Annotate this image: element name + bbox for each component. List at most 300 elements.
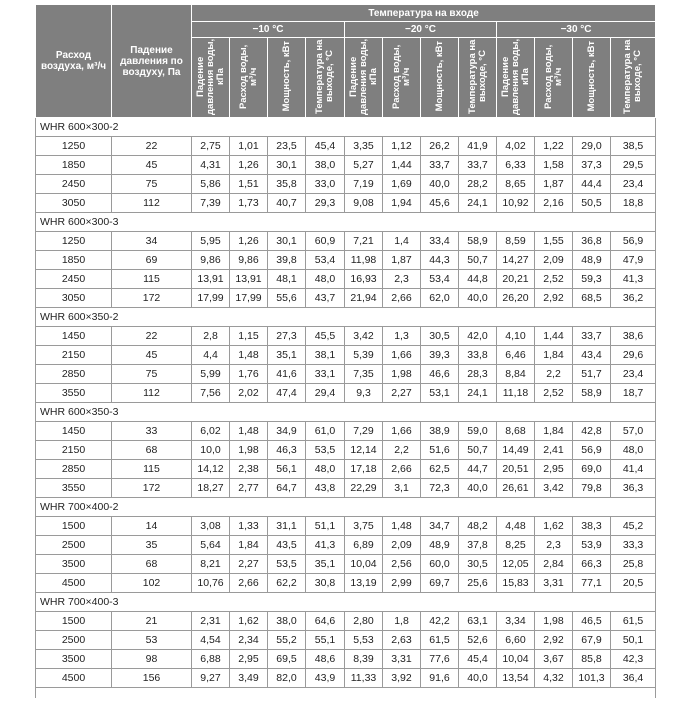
table-cell: 7,56 [192,384,230,403]
table-cell: 55,1 [306,631,345,650]
table-cell: 13,19 [345,574,383,593]
table-cell: 53,4 [306,251,345,270]
table-cell: 33,4 [421,232,459,251]
table-cell: 1,84 [535,422,573,441]
table-cell: 1,51 [230,175,268,194]
table-cell: 72,3 [421,479,459,498]
table-cell: 112 [112,194,192,213]
table-cell: 6,60 [497,631,535,650]
table-cell: 1,66 [383,422,421,441]
table-row [36,441,656,460]
table-cell: 8,59 [497,232,535,251]
table-cell: 24,1 [459,194,497,213]
model-row [36,308,656,327]
table-row [36,251,656,270]
table-cell: 6,46 [497,346,535,365]
table-cell: 1,69 [383,175,421,194]
table-cell: 1,87 [535,175,573,194]
table-cell: 33,0 [306,175,345,194]
table-cell: 1500 [36,517,112,536]
table-cell: 2,2 [383,441,421,460]
table-cell: 52,6 [459,631,497,650]
table-cell: 9,08 [345,194,383,213]
table-cell: 14,49 [497,441,535,460]
header-water-flow-3 [535,38,573,118]
table-cell: 53,9 [573,536,611,555]
table-cell: 62,0 [421,289,459,308]
table-cell: 53,4 [421,270,459,289]
table-cell: 7,29 [345,422,383,441]
table-row [36,479,656,498]
table-cell: 3550 [36,479,112,498]
table-cell: 1,01 [230,137,268,156]
table-cell: 3,31 [383,650,421,669]
table-cell: 1,4 [383,232,421,251]
table-cell: 15,83 [497,574,535,593]
table-cell: 9,86 [192,251,230,270]
table-cell: 62,2 [268,574,306,593]
table-cell: 8,21 [192,555,230,574]
table-cell: 42,2 [421,612,459,631]
table-cell: 8,65 [497,175,535,194]
table-cell: 5,86 [192,175,230,194]
table-cell: 3,75 [345,517,383,536]
table-cell: 2,92 [535,289,573,308]
table-cell: 3,92 [383,669,421,688]
table-cell: 41,9 [459,137,497,156]
table-cell: 51,7 [573,365,611,384]
table-row [36,574,656,593]
header-outlet-temp-3 [611,38,656,118]
table-cell: 18,8 [611,194,656,213]
table-cell: 85,8 [573,650,611,669]
table-cell: 16,93 [345,270,383,289]
table-cell: 2,31 [192,612,230,631]
table-cell: 1,22 [535,137,573,156]
table-row [36,194,656,213]
table-cell: 63,1 [459,612,497,631]
header-airflow: Расход воздуха, м³/ч [36,5,112,118]
table-cell: 34,9 [268,422,306,441]
table-cell: 115 [112,270,192,289]
table-cell: 20,5 [611,574,656,593]
table-cell: 45 [112,156,192,175]
table-cell: 45,4 [306,137,345,156]
header-subcolumn-label: Мощность, кВт [585,40,597,112]
table-cell: 1,62 [535,517,573,536]
table-cell: 41,3 [306,536,345,555]
table-cell: 51,1 [306,517,345,536]
table-cell: 2,99 [383,574,421,593]
table-row [36,232,656,251]
header-water-pressure-drop-1 [192,38,230,118]
table-cell: 30,5 [421,327,459,346]
header-water-pressure-drop-3 [497,38,535,118]
table-cell: 25,6 [459,574,497,593]
table-cell: 33,1 [306,365,345,384]
table-cell: 2,27 [383,384,421,403]
table-cell: 1,98 [383,365,421,384]
header-outlet-temp-2 [459,38,497,118]
table-cell: 41,6 [268,365,306,384]
header-subcolumn-label: Мощность, кВт [280,40,292,112]
table-cell: 2850 [36,460,112,479]
table-cell: 10,92 [497,194,535,213]
table-cell: 2,95 [230,650,268,669]
table-row [36,422,656,441]
table-cell: 48,0 [306,270,345,289]
table-cell: 4,4 [192,346,230,365]
table-cell: 4,32 [535,669,573,688]
table-cell: 50,7 [459,441,497,460]
table-cell: 3050 [36,289,112,308]
table-cell: 91,6 [421,669,459,688]
table-cell: 2,09 [383,536,421,555]
table-cell: 10,04 [497,650,535,669]
table-cell: 5,39 [345,346,383,365]
table-cell: 2,41 [535,441,573,460]
table-cell: 1500 [36,612,112,631]
header-subcolumn-label: Температура на выходе, °C [466,38,488,114]
table-cell: 3,1 [383,479,421,498]
table-cell: 45 [112,346,192,365]
table-cell: 1,48 [383,517,421,536]
header-outlet-temp-1 [306,38,345,118]
table-cell: 2450 [36,175,112,194]
table-body [36,118,656,699]
table-cell: 51,6 [421,441,459,460]
table-cell: 66,3 [573,555,611,574]
table-cell: 3,31 [535,574,573,593]
table-cell: 36,8 [573,232,611,251]
table-cell: 1,48 [230,346,268,365]
table-cell: 43,4 [573,346,611,365]
table-cell: 67,9 [573,631,611,650]
table-cell: 2,66 [383,289,421,308]
table-cell: 6,33 [497,156,535,175]
table-cell: 29,5 [611,156,656,175]
table-cell: 2,3 [535,536,573,555]
table-cell: 40,0 [421,175,459,194]
table-cell: 59,0 [459,422,497,441]
table-cell: 5,99 [192,365,230,384]
table-cell: 7,39 [192,194,230,213]
table-cell: 2,2 [535,365,573,384]
table-cell: 1,44 [383,156,421,175]
model-name: WHR 700×400-2 [36,498,656,517]
table-cell: 4500 [36,669,112,688]
table-cell: 45,2 [611,517,656,536]
table-cell: 48,0 [306,460,345,479]
table-cell: 3,35 [345,137,383,156]
table-cell: 43,5 [268,536,306,555]
header-subcolumn-label: Расход воды, м³/ч [542,43,564,109]
table-cell: 18,7 [611,384,656,403]
table-cell: 10,04 [345,555,383,574]
header-subcolumn-label: Расход воды, м³/ч [237,43,259,109]
table-cell: 1,62 [230,612,268,631]
model-name: WHR 600×300-3 [36,213,656,232]
table-cell: 8,68 [497,422,535,441]
table-cell: 3,34 [497,612,535,631]
table-cell: 37,8 [459,536,497,555]
model-row [36,213,656,232]
table-cell: 9,86 [230,251,268,270]
table-cell: 48,0 [611,441,656,460]
table-cell: 2,52 [535,384,573,403]
table-cell: 2,38 [230,460,268,479]
table-cell: 1,94 [383,194,421,213]
table-cell: 31,1 [268,517,306,536]
table-cell: 75 [112,175,192,194]
table-cell: 40,0 [459,289,497,308]
table-row [36,460,656,479]
table-cell: 2150 [36,346,112,365]
table-cell: 2450 [36,270,112,289]
table-cell: 1,55 [535,232,573,251]
table-cell: 47,9 [611,251,656,270]
table-cell: 22 [112,327,192,346]
table-cell: 45,5 [306,327,345,346]
table-cell: 53 [112,631,192,650]
table-cell: 8,39 [345,650,383,669]
table-cell: 45,4 [459,650,497,669]
table-cell: 33,7 [421,156,459,175]
header-subcolumn-label: Падение давления воды, кПа [194,37,226,115]
table-cell: 4,48 [497,517,535,536]
table-cell: 2500 [36,536,112,555]
table-row [36,289,656,308]
table-cell: 36,3 [611,479,656,498]
table-row [36,517,656,536]
table-cell: 1,26 [230,156,268,175]
table-cell: 22 [112,137,192,156]
table-cell: 4,10 [497,327,535,346]
table-cell: 2,75 [192,137,230,156]
table-cell: 2,8 [192,327,230,346]
table-cell: 29,4 [306,384,345,403]
model-row [36,498,656,517]
table-cell: 4,02 [497,137,535,156]
table-cell: 38,3 [573,517,611,536]
table-cell: 30,8 [306,574,345,593]
table-cell: 1450 [36,327,112,346]
table-row [36,384,656,403]
table-cell: 2500 [36,631,112,650]
table-cell: 68,5 [573,289,611,308]
table-bottom-edge [36,688,656,699]
table-cell: 34 [112,232,192,251]
table-cell: 46,3 [268,441,306,460]
table-cell: 18,27 [192,479,230,498]
table-row [36,270,656,289]
table-cell: 43,8 [306,479,345,498]
table-cell: 101,3 [573,669,611,688]
table-row [36,137,656,156]
model-name: WHR 600×300-2 [36,118,656,137]
table-cell: 1,3 [383,327,421,346]
table-cell: 1,15 [230,327,268,346]
table-cell: 41,4 [611,460,656,479]
table-row [36,175,656,194]
header-subcolumn-label: Температура на выходе, °C [622,38,644,114]
table-cell: 24,1 [459,384,497,403]
table-cell: 33,7 [573,327,611,346]
model-row [36,593,656,612]
table-cell: 102 [112,574,192,593]
table-cell: 29,3 [306,194,345,213]
table-cell: 25,8 [611,555,656,574]
table-cell: 1,73 [230,194,268,213]
table-cell: 48,2 [459,517,497,536]
header-temp-minus30: −30 °C [497,22,656,38]
table-cell: 23,5 [268,137,306,156]
table-cell: 98 [112,650,192,669]
table-cell: 26,61 [497,479,535,498]
table-cell: 61,0 [306,422,345,441]
table-cell: 33,3 [611,536,656,555]
table-cell: 21,94 [345,289,383,308]
table-cell: 6,89 [345,536,383,555]
table-bottom-cell [36,688,656,699]
header-subcolumn-label: Мощность, кВт [433,40,445,112]
table-cell: 58,9 [573,384,611,403]
header-pressure-drop: Падение давления по воздуху, Па [112,5,192,118]
table-cell: 68 [112,555,192,574]
table-cell: 82,0 [268,669,306,688]
table-cell: 1,8 [383,612,421,631]
table-cell: 61,5 [421,631,459,650]
table-cell: 11,33 [345,669,383,688]
table-row [36,156,656,175]
table-cell: 30,1 [268,156,306,175]
table-cell: 1,76 [230,365,268,384]
table-cell: 56,9 [573,441,611,460]
table-cell: 33,8 [459,346,497,365]
table-cell: 23,4 [611,175,656,194]
table-cell: 3500 [36,650,112,669]
table-cell: 35,1 [306,555,345,574]
table-cell: 45,6 [421,194,459,213]
table-cell: 43,7 [306,289,345,308]
table-cell: 58,9 [459,232,497,251]
table-cell: 48,9 [573,251,611,270]
table-row [36,612,656,631]
table-cell: 41,3 [611,270,656,289]
table-cell: 48,1 [268,270,306,289]
table-cell: 27,3 [268,327,306,346]
table-cell: 38,5 [611,137,656,156]
table-cell: 53,5 [306,441,345,460]
table-cell: 3,42 [345,327,383,346]
table-cell: 14 [112,517,192,536]
table-cell: 5,64 [192,536,230,555]
table-cell: 47,4 [268,384,306,403]
table-cell: 69,0 [573,460,611,479]
table-row [36,555,656,574]
table-cell: 112 [112,384,192,403]
table-cell: 50,7 [459,251,497,270]
table-cell: 39,3 [421,346,459,365]
table-cell: 55,6 [268,289,306,308]
table-cell: 9,3 [345,384,383,403]
table-cell: 34,7 [421,517,459,536]
table-cell: 35 [112,536,192,555]
table-cell: 7,35 [345,365,383,384]
header-subcolumn-label: Температура на выходе, °C [314,38,335,114]
table-cell: 8,25 [497,536,535,555]
table-cell: 1,84 [535,346,573,365]
table-cell: 7,19 [345,175,383,194]
table-cell: 2,77 [230,479,268,498]
table-cell: 42,3 [611,650,656,669]
table-cell: 43,9 [306,669,345,688]
table-cell: 26,20 [497,289,535,308]
table-cell: 69,5 [268,650,306,669]
table-row [36,650,656,669]
table-cell: 79,8 [573,479,611,498]
table-row [36,346,656,365]
table-cell: 1250 [36,137,112,156]
table-cell: 33,7 [459,156,497,175]
table-cell: 2150 [36,441,112,460]
model-row [36,118,656,137]
header-power-3 [573,38,611,118]
table-cell: 46,6 [421,365,459,384]
table-cell: 4500 [36,574,112,593]
table-cell: 35,8 [268,175,306,194]
table-cell: 13,54 [497,669,535,688]
table-cell: 2,66 [383,460,421,479]
header-power-2 [421,38,459,118]
header-water-flow-1 [230,38,268,118]
model-name: WHR 600×350-3 [36,403,656,422]
table-cell: 12,14 [345,441,383,460]
table-cell: 7,21 [345,232,383,251]
table-row [36,365,656,384]
table-cell: 1450 [36,422,112,441]
table-row [36,669,656,688]
table-cell: 8,84 [497,365,535,384]
table-cell: 38,1 [306,346,345,365]
table-cell: 23,4 [611,365,656,384]
table-cell: 12,05 [497,555,535,574]
table-cell: 68 [112,441,192,460]
table-cell: 2,02 [230,384,268,403]
table-cell: 1,66 [383,346,421,365]
table-cell: 3050 [36,194,112,213]
table-cell: 5,27 [345,156,383,175]
header-power-1 [268,38,306,118]
table-cell: 44,3 [421,251,459,270]
table-cell: 64,7 [268,479,306,498]
table-cell: 30,1 [268,232,306,251]
table-cell: 28,2 [459,175,497,194]
table-cell: 57,0 [611,422,656,441]
table-cell: 3550 [36,384,112,403]
table-cell: 44,7 [459,460,497,479]
table-cell: 1,58 [535,156,573,175]
table-cell: 2,09 [535,251,573,270]
table-cell: 4,54 [192,631,230,650]
table-cell: 172 [112,289,192,308]
table-cell: 1,26 [230,232,268,251]
table-cell: 4,31 [192,156,230,175]
table-cell: 46,5 [573,612,611,631]
table-cell: 55,2 [268,631,306,650]
table-cell: 10,0 [192,441,230,460]
header-inlet-temperature: Температура на входе [192,5,656,22]
